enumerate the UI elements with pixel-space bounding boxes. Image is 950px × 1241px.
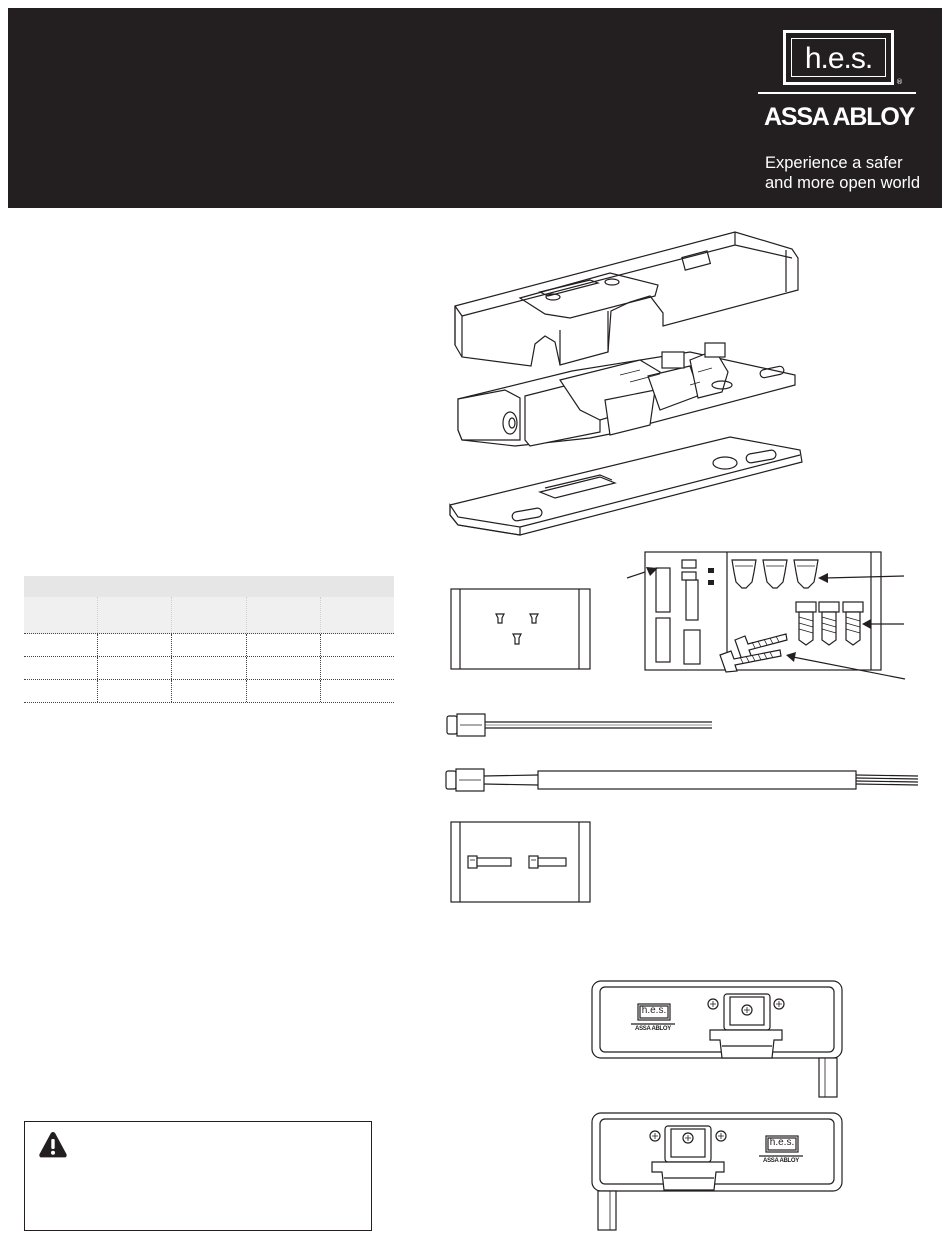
table-cell — [247, 657, 321, 679]
table-cell — [321, 680, 394, 702]
table-row — [24, 680, 394, 703]
table-cell — [98, 680, 172, 702]
table-cell — [321, 634, 394, 656]
table-title-bar — [24, 576, 394, 597]
table-row — [24, 634, 394, 657]
table-cell — [98, 657, 172, 679]
table-cell — [24, 657, 98, 679]
table-header-row — [24, 597, 394, 634]
table-cell — [247, 680, 321, 702]
hes-logo-text: h.e.s. — [804, 42, 873, 75]
faceplate-brand-left: ASSA ABLOY — [763, 1158, 799, 1164]
specification-table — [24, 576, 394, 703]
table-row — [24, 657, 394, 680]
faceplate-brand-right: ASSA ABLOY — [635, 1026, 671, 1032]
table-cell — [172, 657, 246, 679]
faceplate-logo-right: h.e.s. — [641, 1005, 667, 1016]
table-header-cell — [98, 597, 172, 633]
table-cell — [98, 634, 172, 656]
faceplate-logo-left: h.e.s. — [769, 1137, 795, 1148]
table-header-cell — [247, 597, 321, 633]
table-cell — [24, 680, 98, 702]
table-cell — [247, 634, 321, 656]
warning-box — [24, 1121, 372, 1231]
warning-triangle-icon — [38, 1130, 68, 1160]
table-cell — [321, 657, 394, 679]
table-cell — [24, 634, 98, 656]
tagline-line-1: Experience a safer — [765, 154, 903, 172]
tagline-line-2: and more open world — [765, 174, 921, 192]
table-cell — [172, 634, 246, 656]
table-header-cell — [24, 597, 98, 633]
registered-mark: ® — [896, 78, 903, 86]
table-header-cell — [172, 597, 246, 633]
table-header-cell — [321, 597, 394, 633]
brand-name: ASSA ABLOY — [764, 103, 915, 131]
table-cell — [172, 680, 246, 702]
